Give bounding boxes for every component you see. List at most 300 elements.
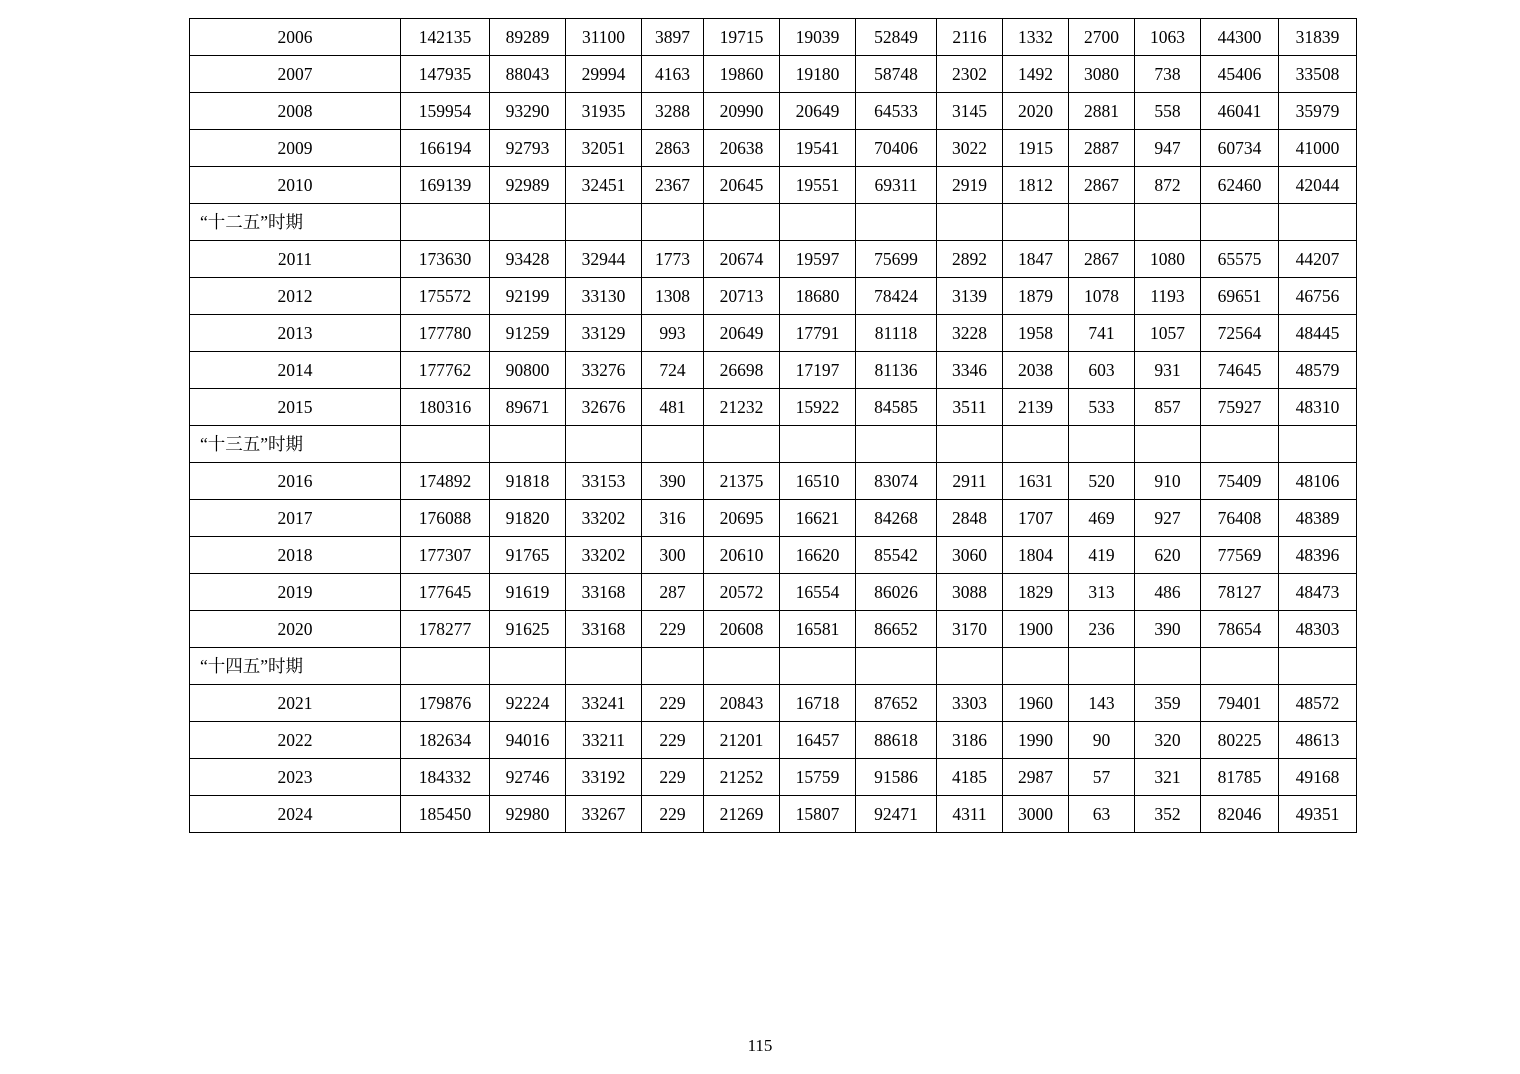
table-cell-value: 20990 xyxy=(704,93,780,130)
row-year-label: 2016 xyxy=(190,463,401,500)
table-cell-value: 3897 xyxy=(642,19,704,56)
row-year-label: 2014 xyxy=(190,352,401,389)
table-cell-value: 92980 xyxy=(490,796,566,833)
table-cell-value: 16620 xyxy=(780,537,856,574)
row-year-label: 2020 xyxy=(190,611,401,648)
table-cell-value: 3346 xyxy=(937,352,1003,389)
table-cell-value: 82046 xyxy=(1201,796,1279,833)
table-cell-value: 1958 xyxy=(1003,315,1069,352)
table-cell-empty xyxy=(1135,648,1201,685)
table-cell-value: 48613 xyxy=(1279,722,1357,759)
row-year-label: 2019 xyxy=(190,574,401,611)
table-cell-value: 48396 xyxy=(1279,537,1357,574)
table-cell-empty xyxy=(490,204,566,241)
table-cell-value: 33211 xyxy=(566,722,642,759)
table-cell-value: 390 xyxy=(1135,611,1201,648)
table-cell-value: 229 xyxy=(642,796,704,833)
table-cell-value: 85542 xyxy=(856,537,937,574)
table-cell-value: 287 xyxy=(642,574,704,611)
table-cell-empty xyxy=(1279,648,1357,685)
table-cell-value: 1879 xyxy=(1003,278,1069,315)
table-cell-value: 724 xyxy=(642,352,704,389)
table-cell-value: 49351 xyxy=(1279,796,1357,833)
table-cell-empty xyxy=(1069,204,1135,241)
table-cell-value: 3303 xyxy=(937,685,1003,722)
table-cell-value: 2700 xyxy=(1069,19,1135,56)
table-cell-value: 180316 xyxy=(401,389,490,426)
row-year-label: 2009 xyxy=(190,130,401,167)
table-cell-empty xyxy=(1135,204,1201,241)
table-cell-value: 52849 xyxy=(856,19,937,56)
row-year-label: 2012 xyxy=(190,278,401,315)
table-cell-value: 872 xyxy=(1135,167,1201,204)
table-cell-empty xyxy=(856,204,937,241)
table-cell-value: 1804 xyxy=(1003,537,1069,574)
table-cell-value: 175572 xyxy=(401,278,490,315)
table-cell-value: 236 xyxy=(1069,611,1135,648)
table-cell-value: 75927 xyxy=(1201,389,1279,426)
table-cell-value: 15922 xyxy=(780,389,856,426)
table-cell-value: 143 xyxy=(1069,685,1135,722)
table-cell-value: 31935 xyxy=(566,93,642,130)
table-cell-empty xyxy=(780,648,856,685)
table-cell-value: 321 xyxy=(1135,759,1201,796)
table-cell-value: 92471 xyxy=(856,796,937,833)
table-cell-empty xyxy=(642,204,704,241)
table-cell-empty xyxy=(401,426,490,463)
table-cell-value: 35979 xyxy=(1279,93,1357,130)
table-cell-value: 92746 xyxy=(490,759,566,796)
row-year-label: 2015 xyxy=(190,389,401,426)
table-cell-empty xyxy=(401,204,490,241)
table-cell-empty xyxy=(1279,426,1357,463)
table-cell-value: 142135 xyxy=(401,19,490,56)
table-cell-empty xyxy=(642,426,704,463)
table-cell-value: 19551 xyxy=(780,167,856,204)
table-cell-value: 1080 xyxy=(1135,241,1201,278)
table-row-period xyxy=(190,648,1357,685)
table-cell-value: 3288 xyxy=(642,93,704,130)
table-cell-value: 2116 xyxy=(937,19,1003,56)
table-cell-value: 48389 xyxy=(1279,500,1357,537)
table-cell-value: 31100 xyxy=(566,19,642,56)
table-cell-value: 1960 xyxy=(1003,685,1069,722)
row-year-label: 2013 xyxy=(190,315,401,352)
table-cell-value: 48445 xyxy=(1279,315,1357,352)
table-cell-value: 19180 xyxy=(780,56,856,93)
table-cell-value: 33153 xyxy=(566,463,642,500)
table-cell-empty xyxy=(704,426,780,463)
table-cell-value: 1332 xyxy=(1003,19,1069,56)
table-cell-value: 3022 xyxy=(937,130,1003,167)
table-cell-value: 20843 xyxy=(704,685,780,722)
table-cell-value: 2139 xyxy=(1003,389,1069,426)
table-cell-value: 88618 xyxy=(856,722,937,759)
table-cell-value: 48303 xyxy=(1279,611,1357,648)
table-cell-value: 79401 xyxy=(1201,685,1279,722)
table-cell-value: 15759 xyxy=(780,759,856,796)
table-cell-value: 70406 xyxy=(856,130,937,167)
table-cell-value: 1990 xyxy=(1003,722,1069,759)
table-cell-value: 182634 xyxy=(401,722,490,759)
row-period-label: “十四五”时期 xyxy=(190,648,401,685)
table-row xyxy=(190,574,1357,611)
table-cell-value: 33192 xyxy=(566,759,642,796)
table-cell-empty xyxy=(856,426,937,463)
table-cell-value: 16457 xyxy=(780,722,856,759)
table-cell-value: 91625 xyxy=(490,611,566,648)
row-year-label: 2021 xyxy=(190,685,401,722)
table-cell-value: 169139 xyxy=(401,167,490,204)
table-cell-value: 75409 xyxy=(1201,463,1279,500)
table-cell-empty xyxy=(1201,426,1279,463)
row-year-label: 2008 xyxy=(190,93,401,130)
table-row xyxy=(190,537,1357,574)
table-cell-value: 910 xyxy=(1135,463,1201,500)
table-cell-value: 89289 xyxy=(490,19,566,56)
table-cell-value: 33508 xyxy=(1279,56,1357,93)
table-cell-value: 46041 xyxy=(1201,93,1279,130)
table-cell-empty xyxy=(490,426,566,463)
table-cell-value: 20572 xyxy=(704,574,780,611)
row-period-label: “十三五”时期 xyxy=(190,426,401,463)
table-cell-value: 60734 xyxy=(1201,130,1279,167)
table-cell-value: 26698 xyxy=(704,352,780,389)
table-cell-value: 92224 xyxy=(490,685,566,722)
table-cell-value: 229 xyxy=(642,722,704,759)
table-cell-value: 558 xyxy=(1135,93,1201,130)
table-cell-empty xyxy=(937,426,1003,463)
table-cell-value: 33276 xyxy=(566,352,642,389)
table-row xyxy=(190,56,1357,93)
table-row-period xyxy=(190,426,1357,463)
table-row xyxy=(190,352,1357,389)
table-cell-value: 1707 xyxy=(1003,500,1069,537)
table-cell-value: 741 xyxy=(1069,315,1135,352)
table-cell-empty xyxy=(704,204,780,241)
table-cell-value: 16718 xyxy=(780,685,856,722)
table-cell-empty xyxy=(937,204,1003,241)
table-cell-value: 33129 xyxy=(566,315,642,352)
table-cell-value: 177307 xyxy=(401,537,490,574)
statistics-table-body xyxy=(190,19,1357,833)
table-cell-value: 4163 xyxy=(642,56,704,93)
table-cell-value: 313 xyxy=(1069,574,1135,611)
table-cell-value: 1915 xyxy=(1003,130,1069,167)
table-cell-value: 81136 xyxy=(856,352,937,389)
table-cell-value: 16510 xyxy=(780,463,856,500)
table-cell-value: 19597 xyxy=(780,241,856,278)
table-cell-value: 81118 xyxy=(856,315,937,352)
table-cell-value: 29994 xyxy=(566,56,642,93)
table-cell-value: 69311 xyxy=(856,167,937,204)
table-cell-value: 16621 xyxy=(780,500,856,537)
table-cell-value: 520 xyxy=(1069,463,1135,500)
table-cell-value: 177780 xyxy=(401,315,490,352)
table-cell-value: 3088 xyxy=(937,574,1003,611)
table-cell-value: 1829 xyxy=(1003,574,1069,611)
table-cell-value: 87652 xyxy=(856,685,937,722)
table-cell-value: 78424 xyxy=(856,278,937,315)
row-year-label: 2011 xyxy=(190,241,401,278)
table-cell-value: 48473 xyxy=(1279,574,1357,611)
table-cell-value: 21252 xyxy=(704,759,780,796)
table-cell-value: 17197 xyxy=(780,352,856,389)
table-cell-value: 166194 xyxy=(401,130,490,167)
table-cell-value: 19039 xyxy=(780,19,856,56)
table-cell-value: 32451 xyxy=(566,167,642,204)
table-row-period xyxy=(190,204,1357,241)
row-year-label: 2024 xyxy=(190,796,401,833)
table-cell-value: 78127 xyxy=(1201,574,1279,611)
table-cell-value: 1812 xyxy=(1003,167,1069,204)
table-cell-value: 32051 xyxy=(566,130,642,167)
table-cell-value: 229 xyxy=(642,611,704,648)
table-row xyxy=(190,130,1357,167)
table-cell-value: 49168 xyxy=(1279,759,1357,796)
table-cell-value: 16581 xyxy=(780,611,856,648)
table-row xyxy=(190,93,1357,130)
table-cell-value: 1057 xyxy=(1135,315,1201,352)
table-cell-value: 15807 xyxy=(780,796,856,833)
table-row xyxy=(190,722,1357,759)
table-cell-value: 17791 xyxy=(780,315,856,352)
table-cell-value: 1308 xyxy=(642,278,704,315)
table-cell-value: 931 xyxy=(1135,352,1201,389)
table-cell-value: 75699 xyxy=(856,241,937,278)
table-cell-value: 91765 xyxy=(490,537,566,574)
table-cell-empty xyxy=(566,648,642,685)
table-cell-value: 48572 xyxy=(1279,685,1357,722)
page-number: 115 xyxy=(747,1036,773,1055)
table-row xyxy=(190,796,1357,833)
table-cell-value: 81785 xyxy=(1201,759,1279,796)
table-cell-value: 469 xyxy=(1069,500,1135,537)
table-row xyxy=(190,315,1357,352)
table-cell-value: 20649 xyxy=(704,315,780,352)
table-cell-value: 91619 xyxy=(490,574,566,611)
table-cell-value: 90800 xyxy=(490,352,566,389)
table-cell-value: 3186 xyxy=(937,722,1003,759)
table-cell-value: 19715 xyxy=(704,19,780,56)
table-cell-value: 947 xyxy=(1135,130,1201,167)
row-year-label: 2010 xyxy=(190,167,401,204)
table-cell-empty xyxy=(1069,426,1135,463)
table-cell-value: 173630 xyxy=(401,241,490,278)
table-cell-value: 177645 xyxy=(401,574,490,611)
table-cell-value: 20610 xyxy=(704,537,780,574)
table-cell-value: 486 xyxy=(1135,574,1201,611)
table-cell-value: 620 xyxy=(1135,537,1201,574)
table-cell-value: 1063 xyxy=(1135,19,1201,56)
table-row xyxy=(190,241,1357,278)
table-cell-value: 31839 xyxy=(1279,19,1357,56)
table-cell-value: 16554 xyxy=(780,574,856,611)
table-cell-value: 2867 xyxy=(1069,241,1135,278)
table-cell-value: 33241 xyxy=(566,685,642,722)
table-cell-value: 19860 xyxy=(704,56,780,93)
table-cell-value: 69651 xyxy=(1201,278,1279,315)
row-period-label: “十二五”时期 xyxy=(190,204,401,241)
table-cell-value: 2038 xyxy=(1003,352,1069,389)
table-cell-value: 21232 xyxy=(704,389,780,426)
table-cell-value: 2848 xyxy=(937,500,1003,537)
table-cell-value: 2911 xyxy=(937,463,1003,500)
table-cell-value: 390 xyxy=(642,463,704,500)
table-cell-empty xyxy=(1201,204,1279,241)
table-cell-value: 2919 xyxy=(937,167,1003,204)
row-year-label: 2006 xyxy=(190,19,401,56)
table-cell-value: 20674 xyxy=(704,241,780,278)
table-cell-value: 20608 xyxy=(704,611,780,648)
table-cell-value: 419 xyxy=(1069,537,1135,574)
table-cell-value: 3139 xyxy=(937,278,1003,315)
table-cell-value: 481 xyxy=(642,389,704,426)
table-row xyxy=(190,685,1357,722)
table-cell-empty xyxy=(566,426,642,463)
table-cell-value: 74645 xyxy=(1201,352,1279,389)
table-cell-value: 93290 xyxy=(490,93,566,130)
table-cell-value: 4311 xyxy=(937,796,1003,833)
table-cell-value: 738 xyxy=(1135,56,1201,93)
table-cell-value: 44300 xyxy=(1201,19,1279,56)
table-cell-value: 3145 xyxy=(937,93,1003,130)
table-row xyxy=(190,500,1357,537)
table-cell-value: 94016 xyxy=(490,722,566,759)
table-cell-value: 42044 xyxy=(1279,167,1357,204)
table-cell-value: 92989 xyxy=(490,167,566,204)
table-cell-value: 18680 xyxy=(780,278,856,315)
table-cell-value: 2867 xyxy=(1069,167,1135,204)
table-cell-value: 177762 xyxy=(401,352,490,389)
table-cell-value: 84268 xyxy=(856,500,937,537)
table-cell-value: 33202 xyxy=(566,537,642,574)
table-cell-value: 20638 xyxy=(704,130,780,167)
table-cell-empty xyxy=(780,204,856,241)
table-cell-value: 1773 xyxy=(642,241,704,278)
table-cell-value: 229 xyxy=(642,685,704,722)
table-cell-value: 2892 xyxy=(937,241,1003,278)
table-cell-empty xyxy=(566,204,642,241)
table-cell-value: 533 xyxy=(1069,389,1135,426)
table-cell-value: 77569 xyxy=(1201,537,1279,574)
row-year-label: 2018 xyxy=(190,537,401,574)
table-cell-value: 64533 xyxy=(856,93,937,130)
table-cell-empty xyxy=(1135,426,1201,463)
table-cell-value: 83074 xyxy=(856,463,937,500)
table-cell-empty xyxy=(780,426,856,463)
table-cell-value: 2863 xyxy=(642,130,704,167)
table-cell-value: 21375 xyxy=(704,463,780,500)
table-cell-empty xyxy=(1279,204,1357,241)
table-cell-value: 20649 xyxy=(780,93,856,130)
table-cell-value: 65575 xyxy=(1201,241,1279,278)
table-cell-value: 1847 xyxy=(1003,241,1069,278)
table-cell-value: 48579 xyxy=(1279,352,1357,389)
table-cell-value: 159954 xyxy=(401,93,490,130)
table-cell-value: 1078 xyxy=(1069,278,1135,315)
table-row xyxy=(190,278,1357,315)
table-row xyxy=(190,759,1357,796)
table-cell-value: 20713 xyxy=(704,278,780,315)
table-cell-value: 76408 xyxy=(1201,500,1279,537)
table-cell-empty xyxy=(642,648,704,685)
table-cell-value: 84585 xyxy=(856,389,937,426)
table-cell-value: 21269 xyxy=(704,796,780,833)
statistics-table-container xyxy=(189,18,1340,833)
table-cell-empty xyxy=(1003,648,1069,685)
table-cell-value: 184332 xyxy=(401,759,490,796)
table-cell-value: 3000 xyxy=(1003,796,1069,833)
table-cell-value: 2367 xyxy=(642,167,704,204)
statistics-table xyxy=(189,18,1357,833)
table-cell-value: 352 xyxy=(1135,796,1201,833)
table-cell-value: 359 xyxy=(1135,685,1201,722)
table-cell-value: 316 xyxy=(642,500,704,537)
table-cell-value: 320 xyxy=(1135,722,1201,759)
table-cell-value: 63 xyxy=(1069,796,1135,833)
table-cell-value: 1492 xyxy=(1003,56,1069,93)
table-cell-value: 92199 xyxy=(490,278,566,315)
table-cell-value: 20695 xyxy=(704,500,780,537)
table-cell-value: 178277 xyxy=(401,611,490,648)
table-cell-value: 89671 xyxy=(490,389,566,426)
table-cell-value: 927 xyxy=(1135,500,1201,537)
table-cell-value: 33202 xyxy=(566,500,642,537)
table-cell-value: 229 xyxy=(642,759,704,796)
table-cell-empty xyxy=(856,648,937,685)
table-cell-value: 3060 xyxy=(937,537,1003,574)
table-cell-value: 603 xyxy=(1069,352,1135,389)
table-cell-value: 179876 xyxy=(401,685,490,722)
row-year-label: 2023 xyxy=(190,759,401,796)
table-cell-value: 88043 xyxy=(490,56,566,93)
table-cell-value: 21201 xyxy=(704,722,780,759)
table-cell-value: 3080 xyxy=(1069,56,1135,93)
table-cell-value: 78654 xyxy=(1201,611,1279,648)
table-cell-value: 33130 xyxy=(566,278,642,315)
table-cell-value: 33267 xyxy=(566,796,642,833)
table-cell-empty xyxy=(1003,204,1069,241)
table-cell-value: 3228 xyxy=(937,315,1003,352)
table-cell-empty xyxy=(490,648,566,685)
table-cell-value: 58748 xyxy=(856,56,937,93)
table-cell-value: 3170 xyxy=(937,611,1003,648)
table-cell-value: 33168 xyxy=(566,611,642,648)
table-row xyxy=(190,389,1357,426)
table-cell-value: 48310 xyxy=(1279,389,1357,426)
table-cell-value: 2302 xyxy=(937,56,1003,93)
table-cell-value: 57 xyxy=(1069,759,1135,796)
table-cell-value: 993 xyxy=(642,315,704,352)
table-cell-value: 91259 xyxy=(490,315,566,352)
table-cell-value: 32944 xyxy=(566,241,642,278)
table-cell-value: 72564 xyxy=(1201,315,1279,352)
table-row xyxy=(190,167,1357,204)
table-cell-value: 86652 xyxy=(856,611,937,648)
table-cell-value: 174892 xyxy=(401,463,490,500)
table-cell-value: 2887 xyxy=(1069,130,1135,167)
table-cell-value: 2987 xyxy=(1003,759,1069,796)
table-cell-value: 32676 xyxy=(566,389,642,426)
table-cell-value: 48106 xyxy=(1279,463,1357,500)
table-cell-value: 91586 xyxy=(856,759,937,796)
table-cell-value: 147935 xyxy=(401,56,490,93)
table-cell-value: 176088 xyxy=(401,500,490,537)
table-cell-value: 19541 xyxy=(780,130,856,167)
table-cell-value: 33168 xyxy=(566,574,642,611)
table-row xyxy=(190,611,1357,648)
